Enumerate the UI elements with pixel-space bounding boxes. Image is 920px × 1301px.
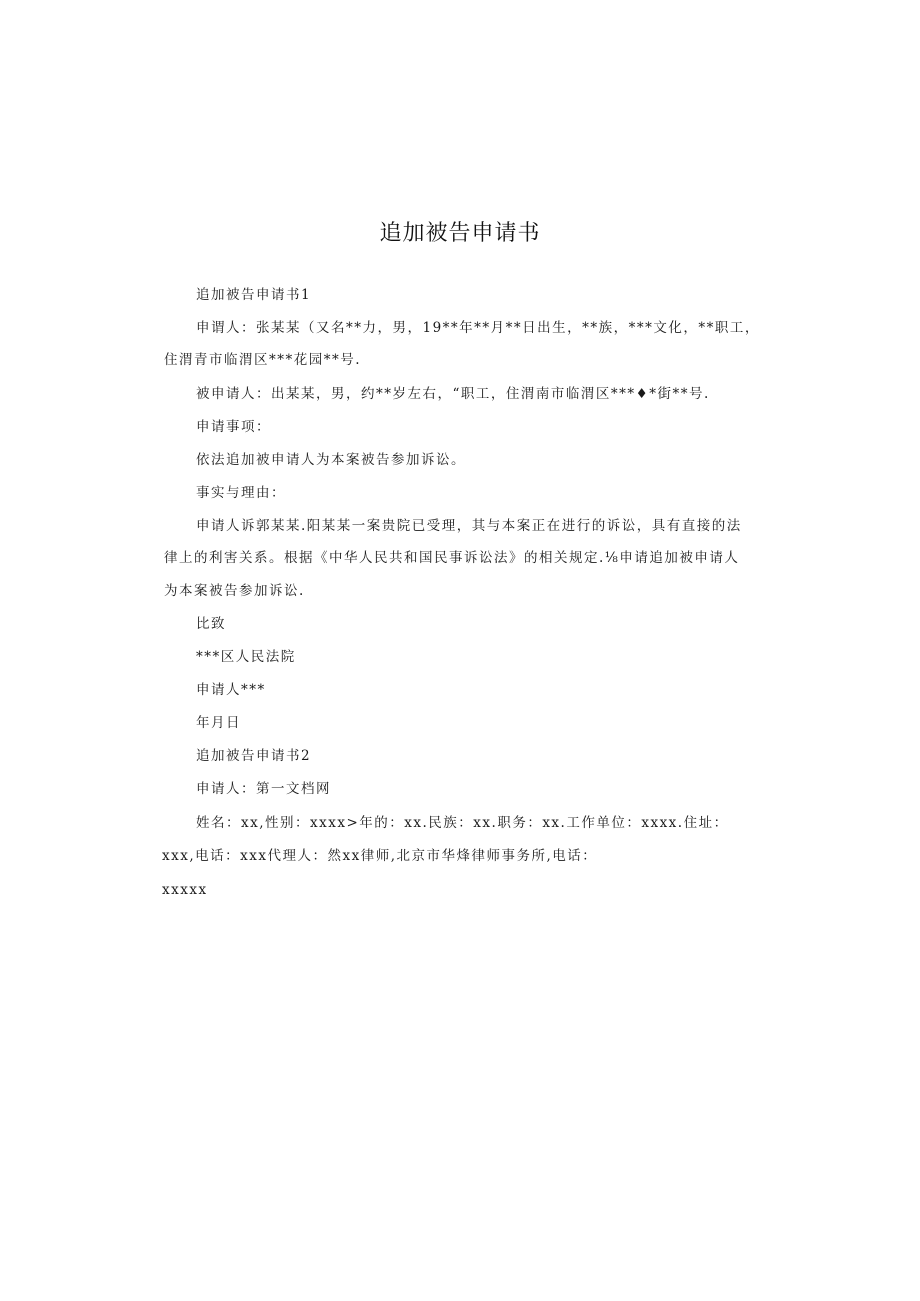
request-items-text: 依法追加被申请人为本案被告参加诉讼。 bbox=[196, 452, 466, 468]
court-name: ***区人民法院 bbox=[196, 649, 296, 665]
request-items-heading: 申请事项： bbox=[196, 419, 271, 435]
personal-info-line-1: 姓名：xx,性别：xxxx>年的：xx.民族：xx.职务：xx.工作单位：xxxx.住址： bbox=[196, 815, 729, 831]
section-heading-1: 追加被告申请书1 bbox=[196, 287, 312, 303]
applicant-line: 申谓人：张某某（又名**力，男，19**年**月**日出生，**族，***文化，**职工， bbox=[196, 320, 760, 336]
personal-info-line-3: xxxxx bbox=[162, 882, 208, 898]
applicant-address-line: 住渭青市临渭区***花园**号. bbox=[164, 352, 362, 368]
facts-paragraph-line-2: 律上的利害关系。根据《中华人民共和国民事诉讼法》的相关规定.⅛申请追加被申请人 bbox=[164, 550, 740, 566]
facts-paragraph-line-3: 为本案被告参加诉讼. bbox=[164, 583, 305, 599]
personal-info-line-2: xxx,电话：xxx代理人：然xx律师,北京市华烽律师事务所,电话： bbox=[162, 848, 598, 864]
respondent-line: 被申请人：出某某，男，约**岁左右，“职工，住渭南市临渭区***♦*街**号. bbox=[196, 386, 710, 402]
section-heading-2: 追加被告申请书2 bbox=[196, 748, 312, 764]
facts-paragraph-line-1: 申请人诉郭某某.阳某某一案贵院已受理，其与本案正在进行的诉讼，具有直接的法 bbox=[196, 518, 742, 534]
salutation: 比致 bbox=[196, 616, 226, 632]
facts-reasons-heading: 事实与理由： bbox=[196, 485, 286, 501]
signature-applicant: 申请人*** bbox=[196, 682, 266, 698]
document-title: 追加被告申请书 bbox=[379, 221, 541, 246]
applicant-line-2: 申请人：第一文档网 bbox=[196, 781, 331, 797]
signature-date: 年月日 bbox=[196, 715, 241, 731]
